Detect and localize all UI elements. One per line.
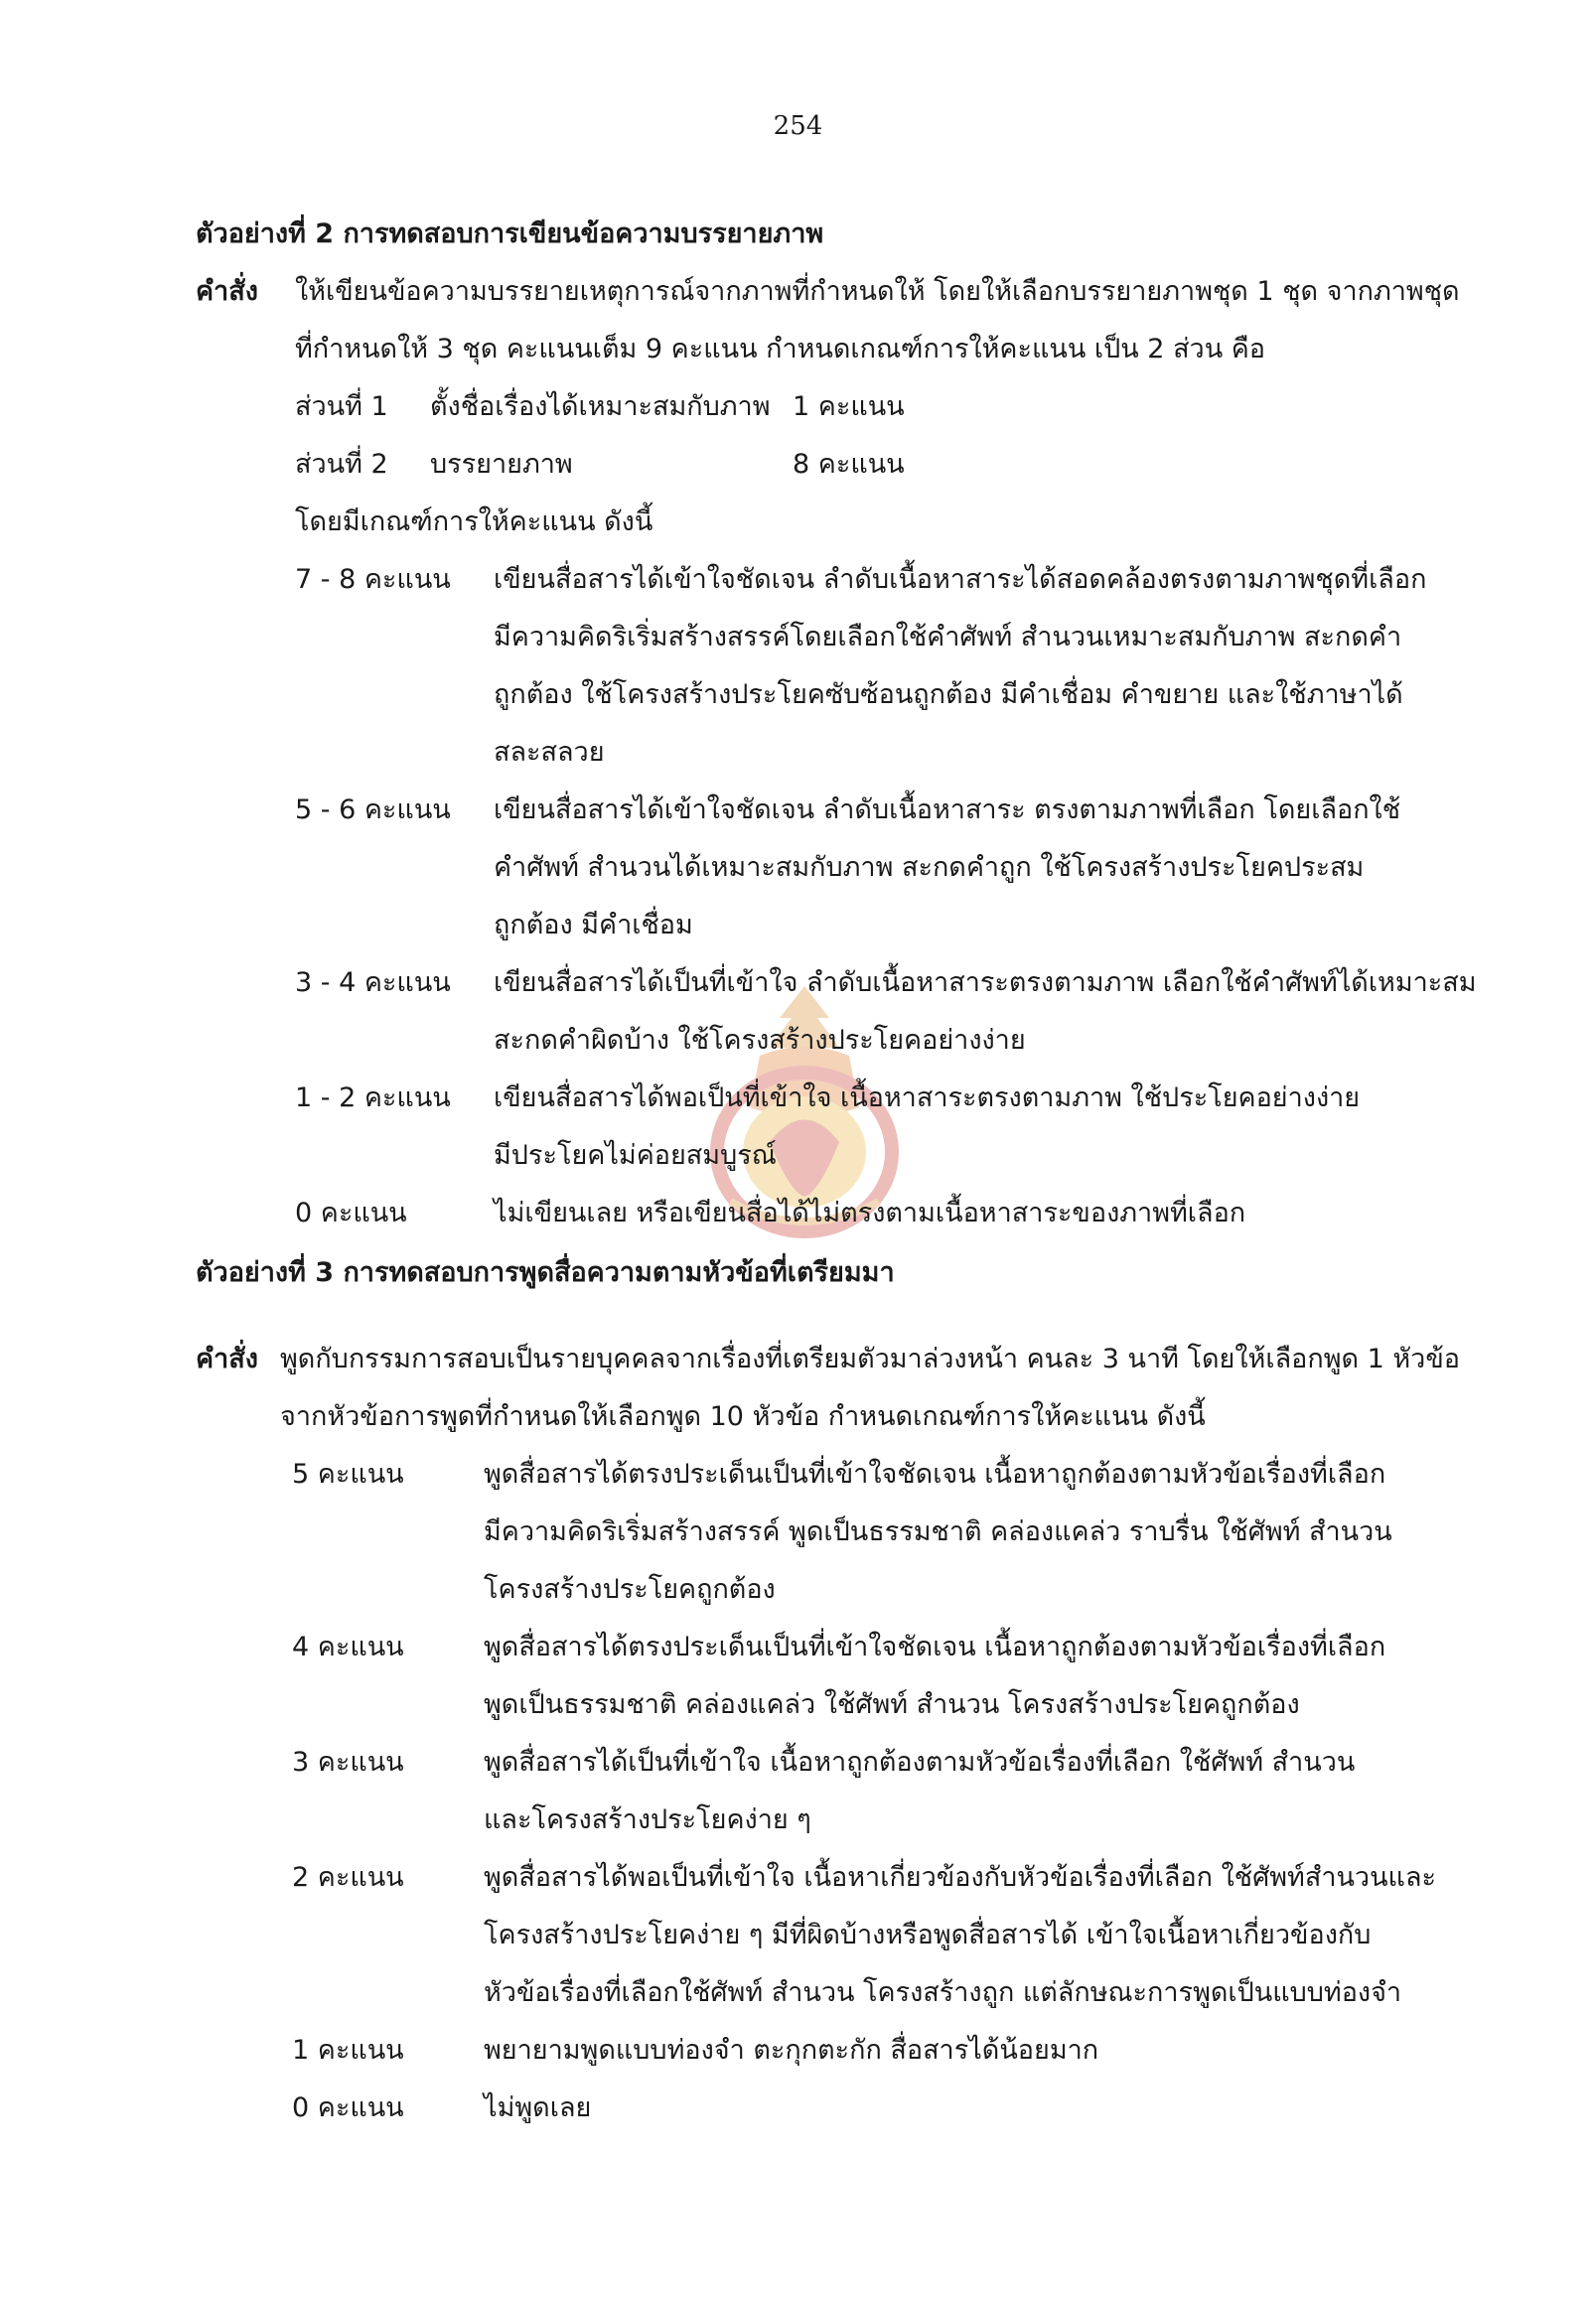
rubric-line: พยายามพูดแบบท่องจำ ตะกุกตะกัก สื่อสารได้น้อยมาก: [484, 2035, 1099, 2066]
example2-heading: ตัวอย่างที่ 2 การทดสอบการเขียนข้อความบรรยายภาพ: [196, 218, 824, 249]
rubric-line: คำศัพท์ สำนวนได้เหมาะสมกับภาพ สะกดคำถูก ใช้โครงสร้างประโยคประสม: [494, 852, 1365, 883]
rubric-line: มีความคิดริเริ่มสร้างสรรค์ พูดเป็นธรรมชาติ คล่องแคล่ว ราบรื่น ใช้ศัพท์ สำนวน: [484, 1516, 1392, 1547]
rubric-line: และโครงสร้างประโยคง่าย ๆ: [484, 1804, 811, 1835]
rubric-line: โครงสร้างประโยคง่าย ๆ มีที่ผิดบ้างหรือพูดสื่อสารได้ เข้าใจเนื้อหาเกี่ยวข้องกับ: [484, 1920, 1372, 1950]
rubric-line: โครงสร้างประโยคถูกต้อง: [484, 1574, 776, 1605]
part-score: 8 คะแนน: [793, 449, 905, 480]
example3-heading: ตัวอย่างที่ 3 การทดสอบการพูดสื่อความตามหัวข้อที่เตรียมมา: [196, 1257, 895, 1288]
rubric-score: 4 คะแนน: [292, 1632, 404, 1662]
rubric-line: เขียนสื่อสารได้เข้าใจชัดเจน ลำดับเนื้อหาสาระ ตรงตามภาพที่เลือก โดยเลือกใช้: [494, 794, 1401, 825]
rubric-line: ถูกต้อง มีคำเชื่อม: [494, 910, 693, 940]
rubric-line: ไม่เขียนเลย หรือเขียนสื่อได้ไม่ตรงตามเนื้อหาสาระของภาพที่เลือก: [494, 1198, 1246, 1228]
rubric-line: มีความคิดริเริ่มสร้างสรรค์โดยเลือกใช้คำศัพท์ สำนวนเหมาะสมกับภาพ สะกดคำ: [494, 622, 1402, 652]
rubric-line: พูดสื่อสารได้ตรงประเด็นเป็นที่เข้าใจชัดเจน เนื้อหาถูกต้องตามหัวข้อเรื่องที่เลือก: [484, 1459, 1386, 1490]
rubric-line: พูดสื่อสารได้เป็นที่เข้าใจ เนื้อหาถูกต้องตามหัวข้อเรื่องที่เลือก ใช้ศัพท์ สำนวน: [484, 1747, 1356, 1778]
rubric-score: 1 - 2 คะแนน: [295, 1082, 451, 1113]
part-text: บรรยายภาพ: [430, 449, 573, 480]
example3-instruction-line: พูดกับกรรมการสอบเป็นรายบุคคลจากเรื่องที่เตรียมตัวมาล่วงหน้า คนละ 3 นาที โดยให้เลือกพูด 1 หัวข้อ: [280, 1344, 1460, 1374]
example2-instruction-line: ให้เขียนข้อความบรรยายเหตุการณ์จากภาพที่กำหนดให้ โดยให้เลือกบรรยายภาพชุด 1 ชุด จากภาพชุด: [295, 276, 1460, 307]
part-label: ส่วนที่ 2: [295, 449, 388, 480]
rubric-score: 3 คะแนน: [292, 1747, 404, 1778]
rubric-line: เขียนสื่อสารได้เข้าใจชัดเจน ลำดับเนื้อหาสาระได้สอดคล้องตรงตามภาพชุดที่เลือก: [494, 564, 1427, 595]
rubric-line: เขียนสื่อสารได้เป็นที่เข้าใจ ลำดับเนื้อหาสาระตรงตามภาพ เลือกใช้คำศัพท์ได้เหมาะสม: [494, 967, 1477, 998]
part-label: ส่วนที่ 1: [295, 391, 388, 422]
example2-instruction-line: ที่กำหนดให้ 3 ชุด คะแนนเต็ม 9 คะแนน กำหนดเกณฑ์การให้คะแนน เป็น 2 ส่วน คือ: [295, 334, 1266, 364]
rubric-line: ไม่พูดเลย: [484, 2092, 592, 2123]
example2-instruction-label: คำสั่ง: [196, 276, 258, 307]
rubric-line: พูดสื่อสารได้พอเป็นที่เข้าใจ เนื้อหาเกี่ยวข้องกับหัวข้อเรื่องที่เลือก ใช้ศัพท์สำนวนและ: [484, 1862, 1437, 1893]
rubric-line: มีประโยคไม่ค่อยสมบูรณ์: [494, 1140, 777, 1171]
rubric-line: เขียนสื่อสารได้พอเป็นที่เข้าใจ เนื้อหาสาระตรงตามภาพ ใช้ประโยคอย่างง่าย: [494, 1082, 1361, 1113]
rubric-line: หัวข้อเรื่องที่เลือกใช้ศัพท์ สำนวน โครงสร้างถูก แต่ลักษณะการพูดเป็นแบบท่องจำ: [484, 1977, 1402, 2008]
rubric-score: 7 - 8 คะแนน: [295, 564, 451, 595]
rubric-score: 5 - 6 คะแนน: [295, 794, 451, 825]
part-score: 1 คะแนน: [793, 391, 905, 422]
rubric-line: สละสลวย: [494, 737, 605, 768]
rubric-line: สะกดคำผิดบ้าง ใช้โครงสร้างประโยคอย่างง่าย: [494, 1025, 1026, 1056]
rubric-score: 0 คะแนน: [292, 2092, 404, 2123]
rubric-score: 5 คะแนน: [292, 1459, 404, 1490]
rubric-score: 3 - 4 คะแนน: [295, 967, 451, 998]
rubric-score: 2 คะแนน: [292, 1862, 404, 1893]
rubric-score: 0 คะแนน: [295, 1198, 407, 1228]
page-number: 254: [773, 111, 823, 141]
rubric-line: พูดสื่อสารได้ตรงประเด็นเป็นที่เข้าใจชัดเจน เนื้อหาถูกต้องตามหัวข้อเรื่องที่เลือก: [484, 1632, 1386, 1662]
rubric-line: พูดเป็นธรรมชาติ คล่องแคล่ว ใช้ศัพท์ สำนวน โครงสร้างประโยคถูกต้อง: [484, 1689, 1300, 1720]
example3-instruction-label: คำสั่ง: [196, 1344, 258, 1374]
rubric-line: ถูกต้อง ใช้โครงสร้างประโยคซับซ้อนถูกต้อง มีคำเชื่อม คำขยาย และใช้ภาษาได้: [494, 679, 1403, 710]
rubric-score: 1 คะแนน: [292, 2035, 404, 2066]
part-text: ตั้งชื่อเรื่องได้เหมาะสมกับภาพ: [430, 391, 771, 422]
example3-instruction-line: จากหัวข้อการพูดที่กำหนดให้เลือกพูด 10 หัวข้อ กำหนดเกณฑ์การให้คะแนน ดังนี้: [280, 1401, 1206, 1432]
criteria-intro: โดยมีเกณฑ์การให้คะแนน ดังนี้: [295, 506, 653, 537]
